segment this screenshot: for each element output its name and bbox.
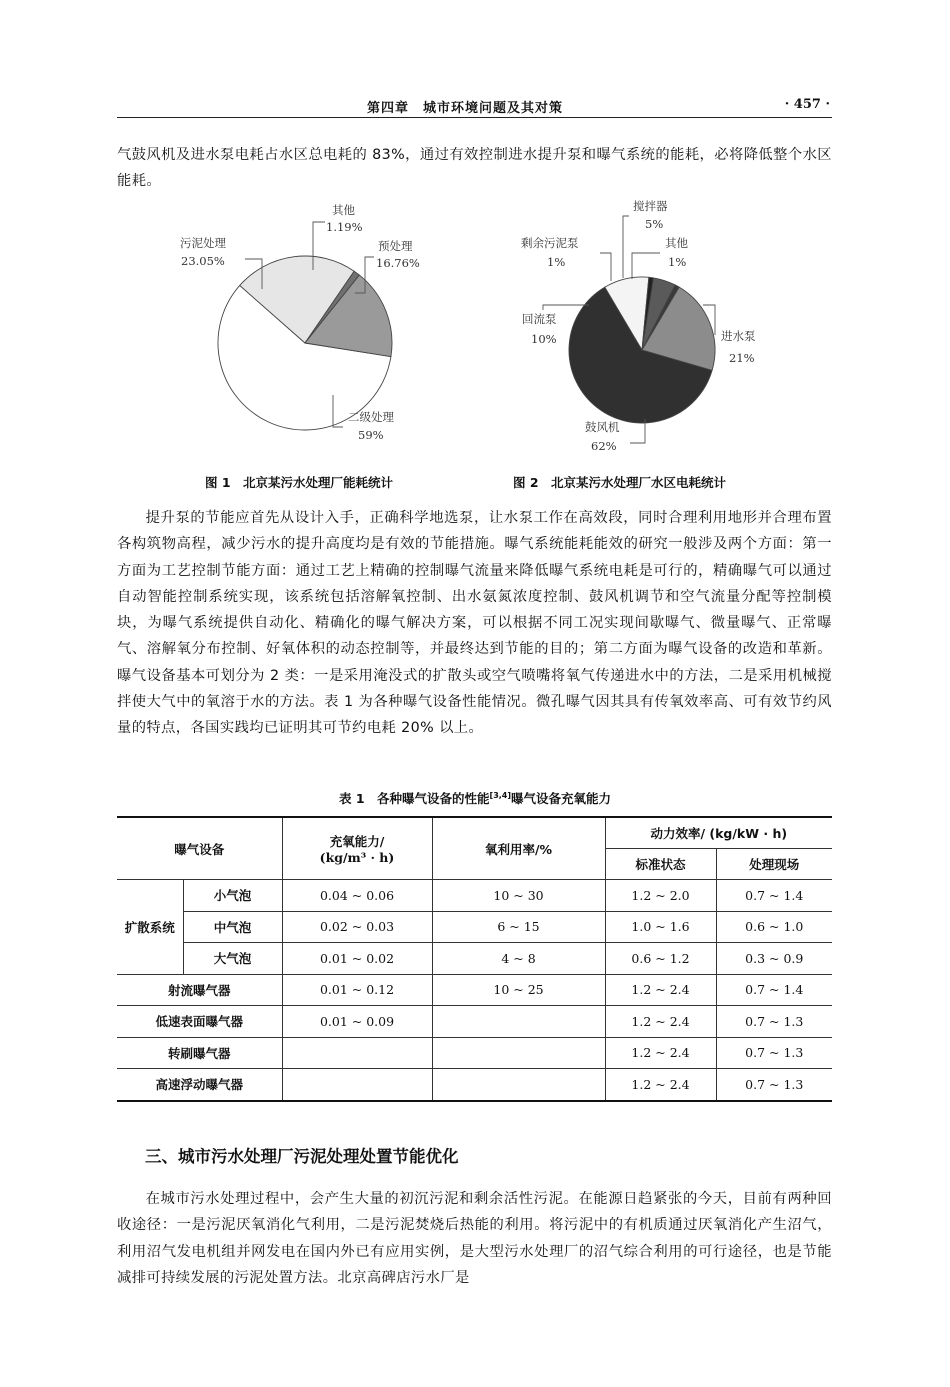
- page-number: · 457 ·: [784, 97, 830, 112]
- pie2-label-inlet: 进水泵: [721, 329, 756, 343]
- row-name: 小气泡: [183, 880, 282, 912]
- table-header-row: [117, 817, 832, 849]
- body-paragraph-aeration: 提升泵的节能应首先从设计入手，正确科学地选泵，让水泵工作在高效段，同时合理利用地形并合理布置各构筑物高程，减少污水的提升高度均是有效的节能措施。曝气系统能耗能效的研究一般涉及两个方面：第一方面为工艺控制节能方面：通过工艺上精确的控制曝气流量来降低曝气系统电耗是可行的，精确曝气可以通过自动智能控制系统实现，该系统包括溶解氧控制、出水氨氮浓度控制、鼓风机调节和空气流量分配等控制模块，为曝气系统提供自动化、精确化的曝气解决方案，可以根据不同工况实现间歇曝气、微量曝气、正常曝气、溶解氧分布控制、好氧体积的动态控制等，并最终达到节能的目的；第二方面为曝气设备的改造和革新。曝气设备基本可划分为 2 类：一是采用淹没式的扩散头或空气喷嘴将氧气传递进水中的方法，二是采用机械搅拌使大气中的氧溶于水的方法。表 1 为各种曝气设备性能情况。微孔曝气因其具有传氧效率高、可有效节约风量的特点，各国实践均已证明其可节约电耗 20% 以上。: [117, 510, 832, 737]
- row-field: 0.3 ~ 0.9: [716, 943, 832, 975]
- table-1-caption: [0, 789, 950, 807]
- body-paragraph-sludge: 在城市污水处理过程中，会产生大量的初沉污泥和剩余活性污泥。在能源日趋紧张的今天，目前有两种回收途径：一是污泥厌氧消化气利用，二是污泥焚烧后热能的利用。将污泥中的有机质通过厌氧消化产生沼气，利用沼气发电机组并网发电在国内外已有应用实例，是大型污水处理厂的沼气综合利用的可行途径，也是节能减排可持续发展的污泥处置方法。北京高碑店污水厂是: [117, 1191, 832, 1286]
- table-caption-prefix: 表 1 各种曝气设备的性能: [338, 791, 490, 806]
- figure-2-pie-chart: [505, 195, 805, 460]
- table-row: [117, 974, 832, 1006]
- row-standard: 1.2 ~ 2.4: [605, 1037, 716, 1069]
- pie1-label-other: 其他: [332, 203, 355, 217]
- pie2-value-blower: 62%: [591, 439, 617, 453]
- table-row: [117, 1037, 832, 1069]
- row-standard: 1.0 ~ 1.6: [605, 911, 716, 943]
- row-utilization: [432, 1006, 605, 1038]
- pie2-value-other: 1%: [668, 255, 687, 269]
- intro-paragraph: 气鼓风机及进水泵电耗占水区总电耗的 83%，通过有效控制进水提升泵和曝气系统的能耗，必将降低整个水区能耗。: [117, 147, 832, 190]
- row-name: 低速表面曝气器: [117, 1006, 282, 1038]
- row-name: 中气泡: [183, 911, 282, 943]
- header-field: 处理现场: [716, 849, 832, 880]
- pie2-value-return: 10%: [531, 332, 557, 346]
- row-capacity: [282, 1037, 432, 1069]
- row-field: 0.7 ~ 1.3: [716, 1069, 832, 1101]
- row-capacity: 0.02 ~ 0.03: [282, 911, 432, 943]
- table-row: [117, 943, 832, 975]
- header-capacity-line1: 充氧能力/: [329, 834, 385, 849]
- row-name: 转刷曝气器: [117, 1037, 282, 1069]
- pie2-value-mixer: 5%: [645, 217, 664, 231]
- table-row: [117, 911, 832, 943]
- row-standard: 1.2 ~ 2.0: [605, 880, 716, 912]
- pie1-label-sludge: 污泥处理: [180, 236, 226, 250]
- pie1-value-secondary: 59%: [358, 428, 384, 442]
- pie2-label-sludgepump: 剩余污泥泵: [521, 236, 579, 250]
- row-utilization: 6 ~ 15: [432, 911, 605, 943]
- pie2-leader-other: [632, 253, 660, 279]
- pie1-label-pre: 预处理: [378, 239, 413, 253]
- row-utilization: [432, 1069, 605, 1101]
- pie2-leader-sludgepump: [600, 253, 611, 281]
- row-utilization: 10 ~ 25: [432, 974, 605, 1006]
- figure-1-caption: 图 1 北京某污水处理厂能耗统计: [205, 475, 394, 490]
- pie1-value-sludge: 23.05%: [181, 254, 225, 268]
- table-row: [117, 1006, 832, 1038]
- row-field: 0.7 ~ 1.3: [716, 1037, 832, 1069]
- pie2-label-blower: 鼓风机: [585, 420, 620, 434]
- header-device: 曝气设备: [117, 817, 282, 880]
- header-efficiency: 动力效率/ (kg/kW · h): [605, 817, 832, 849]
- row-field: 0.7 ~ 1.4: [716, 974, 832, 1006]
- header-capacity: [282, 817, 432, 880]
- pie2-label-other: 其他: [665, 236, 688, 250]
- row-field: 0.7 ~ 1.4: [716, 880, 832, 912]
- aeration-equipment-table: [117, 816, 832, 1102]
- row-name: 大气泡: [183, 943, 282, 975]
- row-field: 0.7 ~ 1.3: [716, 1006, 832, 1038]
- header-standard: 标准状态: [605, 849, 716, 880]
- row-field: 0.6 ~ 1.0: [716, 911, 832, 943]
- chapter-title: 第四章 城市环境问题及其对策: [367, 101, 564, 116]
- table-caption-suffix: 曝气设备充氧能力: [511, 791, 612, 806]
- header-utilization: 氧利用率/%: [432, 817, 605, 880]
- table-row: [117, 1069, 832, 1101]
- pie2-label-mixer: 搅拌器: [633, 199, 668, 213]
- header-capacity-unit: (kg/m³ · h): [319, 850, 395, 865]
- row-capacity: 0.04 ~ 0.06: [282, 880, 432, 912]
- row-utilization: 4 ~ 8: [432, 943, 605, 975]
- pie2-leader-mixer: [623, 216, 629, 278]
- pie1-label-secondary: 二级处理: [348, 410, 394, 424]
- running-header: [117, 95, 832, 118]
- group-label-diffusion: 扩散系统: [117, 880, 183, 975]
- table-caption-ref: [3,4]: [489, 790, 512, 800]
- row-standard: 1.2 ~ 2.4: [605, 1006, 716, 1038]
- pie2-value-inlet: 21%: [729, 351, 755, 365]
- row-utilization: 10 ~ 30: [432, 880, 605, 912]
- pie1-value-other: 1.19%: [326, 220, 363, 234]
- row-capacity: 0.01 ~ 0.09: [282, 1006, 432, 1038]
- pie1-value-pre: 16.76%: [376, 256, 420, 270]
- pie2-value-sludgepump: 1%: [547, 255, 566, 269]
- row-standard: 1.2 ~ 2.4: [605, 1069, 716, 1101]
- figure-1-pie-chart: [150, 195, 470, 460]
- figure-2-caption: 图 2 北京某污水处理厂水区电耗统计: [513, 475, 727, 490]
- row-capacity: 0.01 ~ 0.12: [282, 974, 432, 1006]
- row-standard: 0.6 ~ 1.2: [605, 943, 716, 975]
- table-row: [117, 880, 832, 912]
- row-standard: 1.2 ~ 2.4: [605, 974, 716, 1006]
- row-capacity: [282, 1069, 432, 1101]
- row-capacity: 0.01 ~ 0.02: [282, 943, 432, 975]
- row-utilization: [432, 1037, 605, 1069]
- row-name: 射流曝气器: [117, 974, 282, 1006]
- row-name: 高速浮动曝气器: [117, 1069, 282, 1101]
- pie2-label-return: 回流泵: [522, 312, 557, 326]
- section-title: 三、城市污水处理厂污泥处理处置节能优化: [145, 1147, 459, 1166]
